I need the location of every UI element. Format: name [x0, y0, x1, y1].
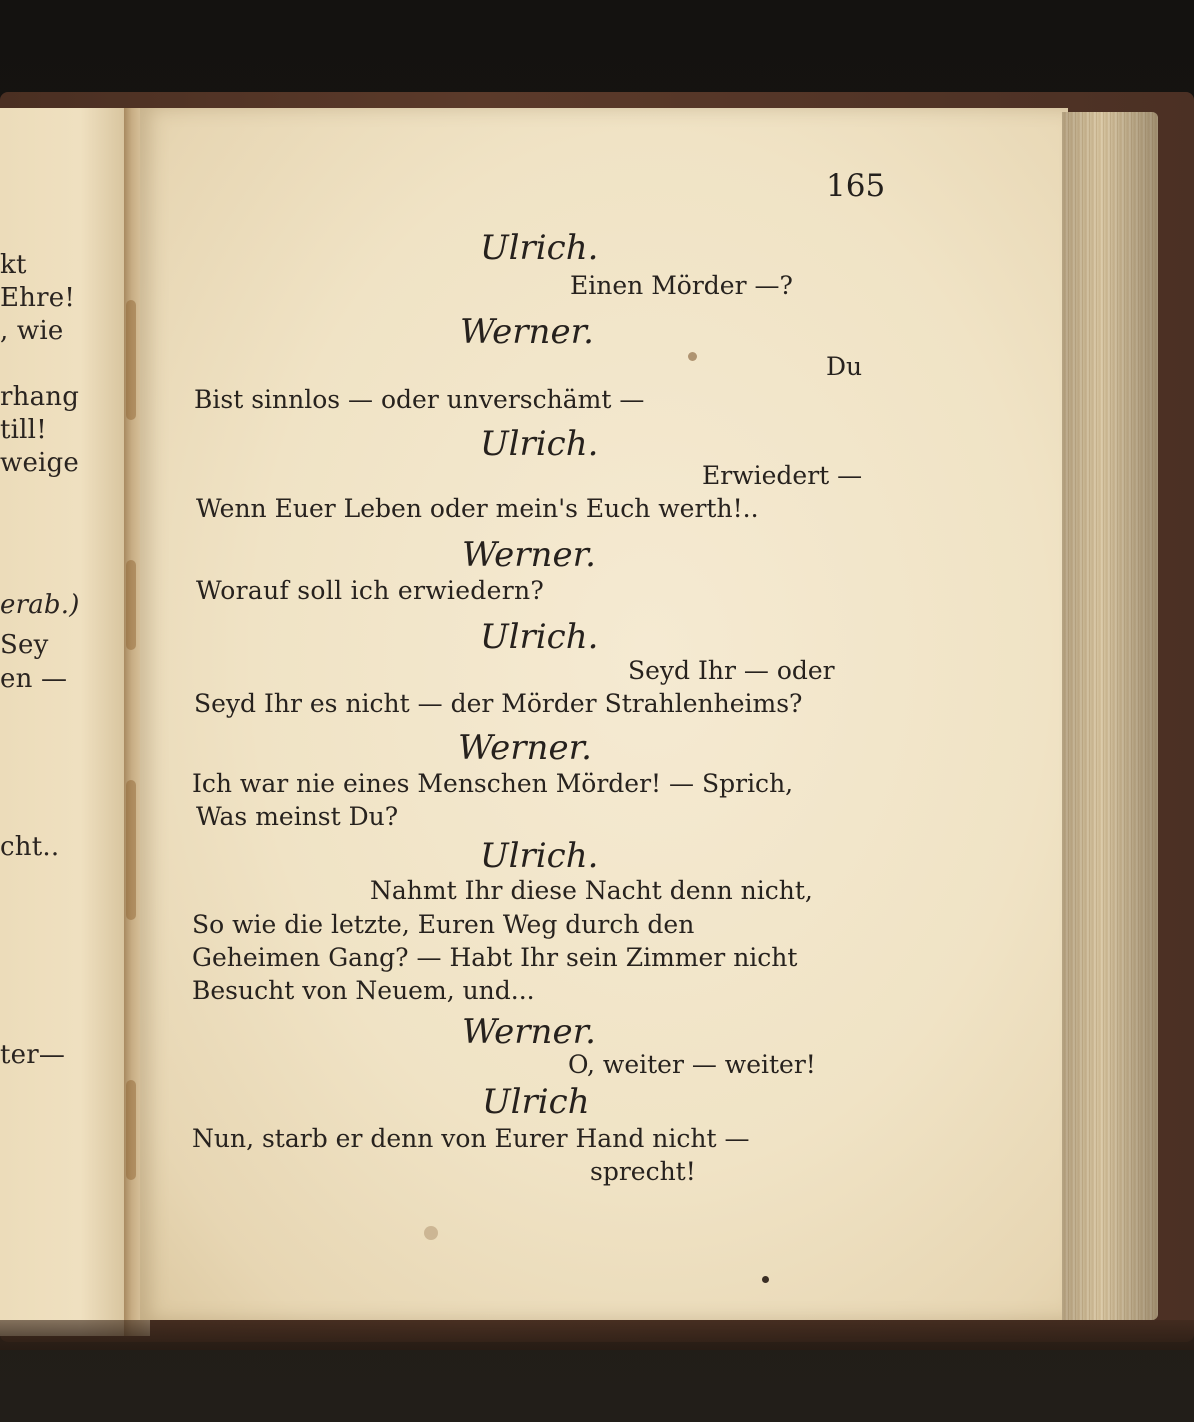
left-page — [0, 108, 134, 1336]
left-page-line: en — — [0, 664, 68, 694]
speaker-name: Ulrich. — [480, 228, 599, 268]
verse-line: Besucht von Neuem, und... — [192, 976, 535, 1005]
verse-line: Ich war nie eines Menschen Mörder! — Sprich, — [192, 769, 794, 798]
left-page-line: erab.) — [0, 590, 80, 620]
verse-line: Seyd Ihr — oder — [628, 656, 835, 685]
paper-spot — [424, 1226, 438, 1240]
verse-line: Wenn Euer Leben oder mein's Euch werth!.. — [196, 494, 759, 523]
left-page-line: till! — [0, 415, 47, 445]
left-page-line: Ehre! — [0, 283, 75, 313]
speaker-name: Ulrich. — [480, 424, 599, 464]
left-page-line: Sey — [0, 630, 49, 660]
verse-line: Nun, starb er denn von Eurer Hand nicht — — [192, 1124, 750, 1153]
verse-line: Einen Mörder —? — [570, 271, 793, 300]
left-page-line: kt — [0, 250, 27, 280]
page-number: 165 — [826, 168, 886, 204]
speaker-name: Werner. — [462, 535, 596, 575]
verse-line: Bist sinnlos — oder unverschämt — — [194, 385, 645, 414]
verse-line: Erwiedert — — [702, 461, 863, 490]
verse-line: So wie die letzte, Euren Weg durch den — [192, 910, 695, 939]
speaker-name: Werner. — [462, 1012, 596, 1052]
left-page-line: ter— — [0, 1040, 66, 1070]
verse-line: Du — [826, 352, 863, 381]
paper-spot — [688, 352, 697, 361]
gutter-stain — [126, 780, 136, 920]
verse-line: Seyd Ihr es nicht — der Mörder Strahlenheims? — [194, 689, 803, 718]
speaker-name: Ulrich — [482, 1082, 590, 1122]
speaker-name: Ulrich. — [480, 617, 599, 657]
verse-line: Nahmt Ihr diese Nacht denn nicht, — [370, 876, 813, 905]
book-bottom-shadow — [0, 1320, 1194, 1350]
page-edges-shade — [1062, 112, 1158, 1320]
speaker-name: Werner. — [458, 728, 592, 768]
verse-line: Geheimen Gang? — Habt Ihr sein Zimmer nicht — [192, 943, 798, 972]
left-page-line: cht.. — [0, 832, 60, 862]
verse-line: Was meinst Du? — [196, 802, 399, 831]
verse-line: sprecht! — [590, 1157, 696, 1186]
verse-line: O, weiter — weiter! — [568, 1050, 816, 1079]
paper-spot — [762, 1276, 769, 1283]
gutter-stain — [126, 300, 136, 420]
left-page-line: rhang — [0, 382, 80, 412]
verse-line: Worauf soll ich erwiedern? — [196, 576, 545, 605]
left-page-line: weige — [0, 448, 79, 478]
speaker-name: Ulrich. — [480, 836, 599, 876]
gutter-stain — [126, 560, 136, 650]
left-page-line: , wie — [0, 316, 64, 346]
speaker-name: Werner. — [460, 312, 594, 352]
gutter-stain — [126, 1080, 136, 1180]
